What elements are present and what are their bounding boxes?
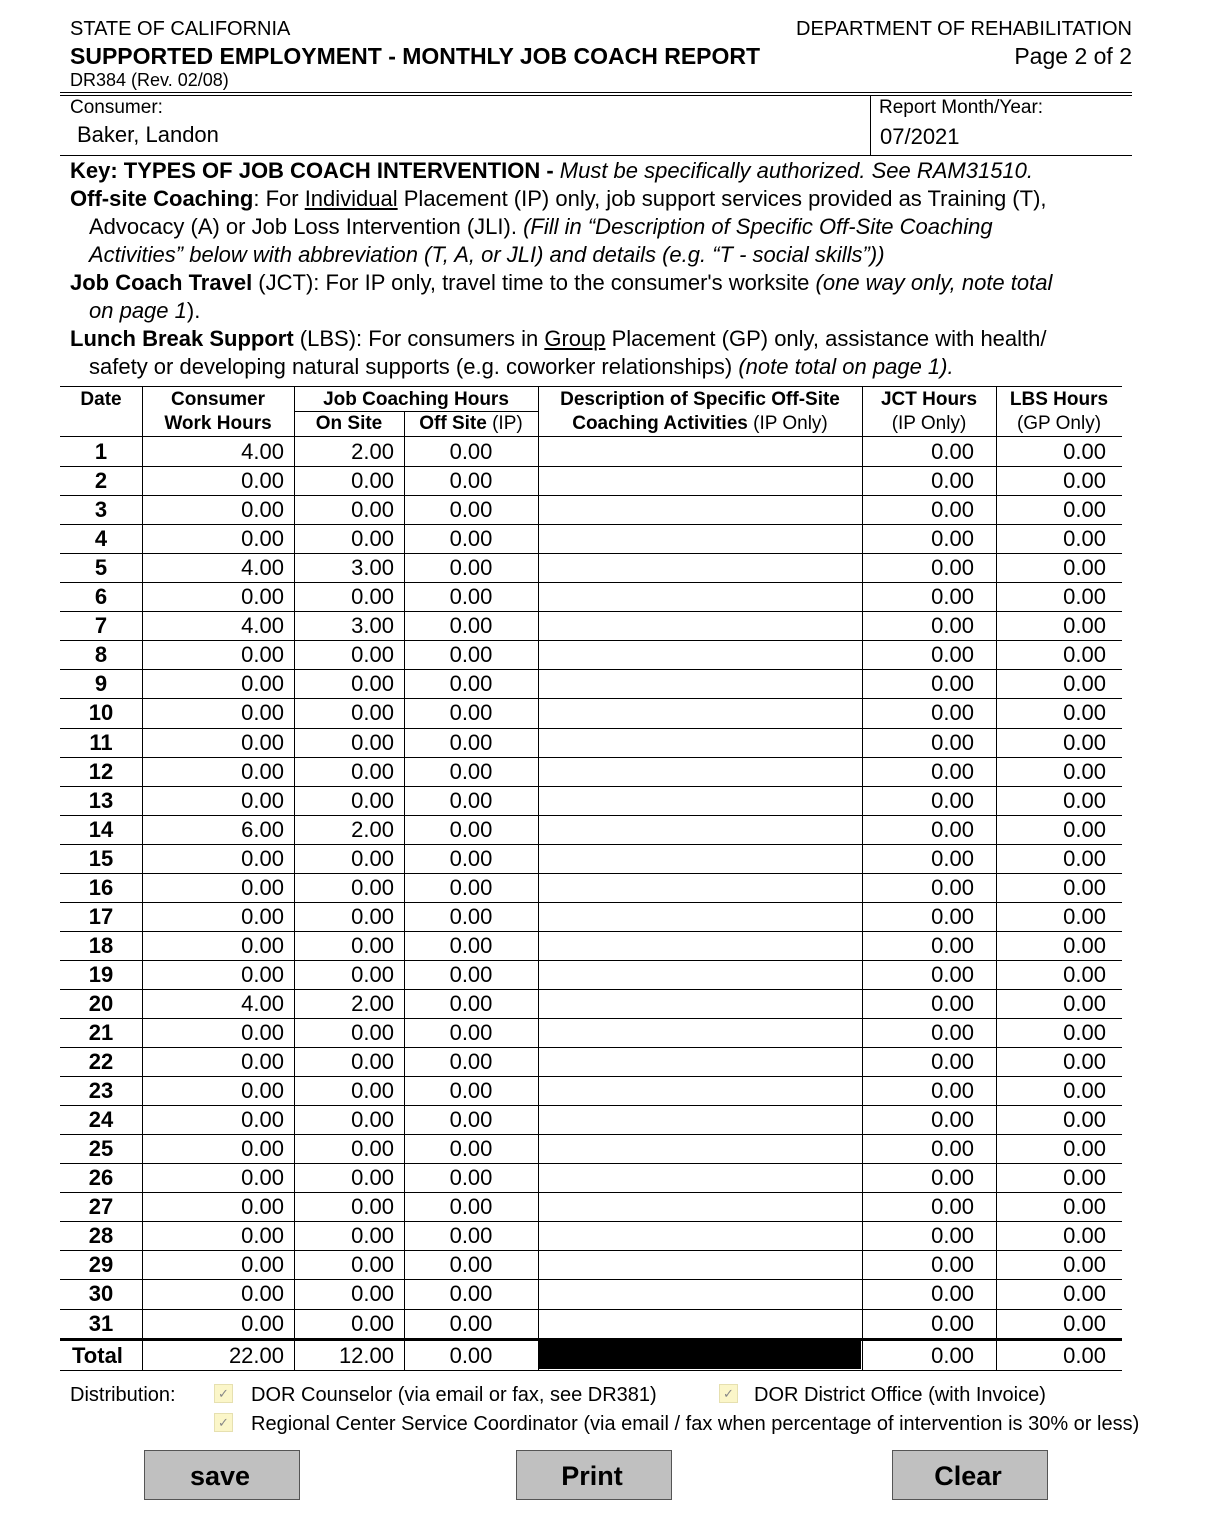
description-field[interactable] <box>540 989 860 1018</box>
off-site-field[interactable]: 0.00 <box>449 1310 493 1336</box>
on-site-field[interactable]: 0.00 <box>351 1049 394 1075</box>
jct-hours-field[interactable]: 0.00 <box>931 874 974 900</box>
jct-hours-field[interactable]: 0.00 <box>931 816 974 842</box>
jct-hours-field[interactable]: 0.00 <box>931 990 974 1016</box>
work-hours-field[interactable]: 0.00 <box>241 671 284 697</box>
description-field[interactable] <box>540 582 860 611</box>
report-month-field[interactable]: 07/2021 <box>880 124 960 149</box>
off-site-field[interactable]: 0.00 <box>449 555 493 581</box>
work-hours-field[interactable]: 0.00 <box>241 845 284 871</box>
dor-district-label: DOR District Office (with Invoice) <box>754 1384 1046 1406</box>
lbs-hours-field[interactable]: 0.00 <box>1063 990 1106 1016</box>
jct-hours-field[interactable]: 0.00 <box>931 961 974 987</box>
on-site-field[interactable]: 0.00 <box>351 787 394 813</box>
consumer-field[interactable]: Baker, Landon <box>77 122 219 147</box>
date-cell: 31 <box>88 1310 114 1336</box>
jct-hours-field[interactable]: 0.00 <box>931 1020 974 1045</box>
total-label: Total <box>72 1342 123 1368</box>
lbs-hours-field[interactable]: 0.00 <box>1063 1136 1106 1162</box>
jct-hours-field[interactable]: 0.00 <box>931 1252 974 1278</box>
date-cell: 18 <box>88 932 114 958</box>
description-field[interactable] <box>540 1076 860 1105</box>
on-site-field[interactable]: 0.00 <box>351 584 394 610</box>
lbs-hours-field[interactable]: 0.00 <box>1063 961 1106 987</box>
regional-center-label: Regional Center Service Coordinator (via email / fax when percentage of intervention is 30% or less) <box>251 1413 1140 1435</box>
date-cell: 7 <box>94 613 108 639</box>
total-on-site: 12.00 <box>338 1342 394 1368</box>
date-cell: 10 <box>88 700 114 726</box>
work-hours-field[interactable]: 0.00 <box>241 1049 284 1075</box>
header-lbs-hours: LBS Hours (GP Only) <box>1009 389 1109 434</box>
jct-hours-field[interactable]: 0.00 <box>931 729 974 755</box>
description-field[interactable] <box>540 960 860 989</box>
on-site-field[interactable]: 0.00 <box>351 526 394 552</box>
date-cell: 3 <box>94 497 108 523</box>
date-cell: 19 <box>88 961 114 987</box>
header-jct-hours: JCT Hours (IP Only) <box>880 389 978 434</box>
on-site-field[interactable]: 0.00 <box>351 1136 394 1162</box>
off-site-field[interactable]: 0.00 <box>449 903 493 929</box>
on-site-field[interactable]: 0.00 <box>351 468 394 494</box>
work-hours-field[interactable]: 0.00 <box>241 1020 284 1045</box>
lbs-hours-field[interactable]: 0.00 <box>1063 758 1106 784</box>
jct-hours-field[interactable]: 0.00 <box>931 1078 974 1104</box>
work-hours-field[interactable]: 0.00 <box>241 468 284 494</box>
on-site-field[interactable]: 0.00 <box>351 932 394 958</box>
off-site-field[interactable]: 0.00 <box>449 468 493 494</box>
print-button[interactable]: Print <box>516 1450 672 1500</box>
date-cell: 15 <box>88 845 114 871</box>
work-hours-field[interactable]: 0.00 <box>241 1194 284 1220</box>
work-hours-field[interactable]: 0.00 <box>241 758 284 784</box>
off-site-field[interactable]: 0.00 <box>449 990 493 1016</box>
lbs-hours-field[interactable]: 0.00 <box>1063 671 1106 697</box>
work-hours-field[interactable]: 0.00 <box>241 729 284 755</box>
work-hours-field[interactable]: 4.00 <box>241 555 284 581</box>
regional-center-checkbox[interactable]: ✓ <box>214 1413 233 1432</box>
date-cell: 14 <box>88 816 114 842</box>
description-field[interactable] <box>540 815 860 844</box>
on-site-field[interactable]: 0.00 <box>351 1078 394 1104</box>
jct-hours-field[interactable]: 0.00 <box>931 613 974 639</box>
off-site-field[interactable]: 0.00 <box>449 961 493 987</box>
off-site-field[interactable]: 0.00 <box>449 1223 493 1249</box>
lbs-hours-field[interactable]: 0.00 <box>1063 555 1106 581</box>
header-off-site: Off Site (IP) <box>419 413 523 434</box>
work-hours-field[interactable]: 4.00 <box>241 990 284 1016</box>
off-site-field[interactable]: 0.00 <box>449 613 493 639</box>
work-hours-field[interactable]: 0.00 <box>241 700 284 726</box>
consumer-label: Consumer: <box>70 97 163 118</box>
off-site-field[interactable]: 0.00 <box>449 1281 493 1307</box>
description-field[interactable] <box>540 553 860 582</box>
date-cell: 2 <box>94 468 108 494</box>
on-site-field[interactable]: 0.00 <box>351 671 394 697</box>
on-site-field[interactable]: 0.00 <box>351 874 394 900</box>
description-field[interactable] <box>540 931 860 960</box>
off-site-field[interactable]: 0.00 <box>449 1252 493 1278</box>
jct-hours-field[interactable]: 0.00 <box>931 1107 974 1133</box>
jct-hours-field[interactable]: 0.00 <box>931 671 974 697</box>
description-field[interactable] <box>540 786 860 815</box>
on-site-field[interactable]: 0.00 <box>351 1310 394 1336</box>
description-field[interactable] <box>540 611 860 640</box>
description-field[interactable] <box>540 1279 860 1308</box>
total-off-site: 0.00 <box>449 1342 493 1368</box>
on-site-field[interactable]: 2.00 <box>351 816 394 842</box>
description-field[interactable] <box>540 902 860 931</box>
form-id: DR384 (Rev. 02/08) <box>70 70 229 90</box>
lbs-hours-field[interactable]: 0.00 <box>1063 1194 1106 1220</box>
jct-hours-field[interactable]: 0.00 <box>931 1310 974 1336</box>
work-hours-field[interactable]: 4.00 <box>241 613 284 639</box>
jct-hours-field[interactable]: 0.00 <box>931 903 974 929</box>
off-site-field[interactable]: 0.00 <box>449 1107 493 1133</box>
description-field[interactable] <box>540 698 860 727</box>
jct-hours-field[interactable]: 0.00 <box>931 497 974 523</box>
date-cell: 30 <box>88 1281 114 1307</box>
off-site-field[interactable]: 0.00 <box>449 439 493 464</box>
total-jct-hours: 0.00 <box>931 1342 974 1368</box>
jct-hours-field[interactable]: 0.00 <box>931 787 974 813</box>
description-field[interactable] <box>540 1018 860 1047</box>
date-cell: 17 <box>88 903 114 929</box>
save-button[interactable]: save <box>144 1450 300 1500</box>
lbs-hours-field[interactable]: 0.00 <box>1063 787 1106 813</box>
jct-hours-field[interactable]: 0.00 <box>931 555 974 581</box>
off-site-field[interactable]: 0.00 <box>449 1136 493 1162</box>
date-cell: 26 <box>88 1165 114 1191</box>
description-field[interactable] <box>540 669 860 698</box>
dor-counselor-checkbox[interactable]: ✓ <box>214 1384 233 1403</box>
lbs-hours-field[interactable]: 0.00 <box>1063 700 1106 726</box>
clear-button[interactable]: Clear <box>892 1450 1048 1500</box>
work-hours-field[interactable]: 0.00 <box>241 1165 284 1191</box>
report-month-label: Report Month/Year: <box>879 97 1044 118</box>
lbs-hours-field[interactable]: 0.00 <box>1063 1310 1106 1336</box>
dor-counselor-label: DOR Counselor (via email or fax, see DR381) <box>251 1384 657 1406</box>
date-cell: 20 <box>88 990 114 1016</box>
off-site-field[interactable]: 0.00 <box>449 729 493 755</box>
work-hours-field[interactable]: 0.00 <box>241 1223 284 1249</box>
description-field[interactable] <box>540 466 860 495</box>
description-field[interactable] <box>540 1221 860 1250</box>
lbs-hours-field[interactable]: 0.00 <box>1063 903 1106 929</box>
work-hours-field[interactable]: 0.00 <box>241 1281 284 1307</box>
on-site-field[interactable]: 0.00 <box>351 903 394 929</box>
description-field[interactable] <box>540 524 860 553</box>
date-cell: 11 <box>89 729 113 755</box>
date-cell: 29 <box>88 1252 114 1278</box>
lbs-hours-field[interactable]: 0.00 <box>1063 1252 1106 1278</box>
work-hours-field[interactable]: 0.00 <box>241 497 284 523</box>
description-field[interactable] <box>540 757 860 786</box>
work-hours-field[interactable]: 0.00 <box>241 526 284 552</box>
jct-hours-field[interactable]: 0.00 <box>931 932 974 958</box>
jct-hours-field[interactable]: 0.00 <box>931 439 974 464</box>
description-field[interactable] <box>540 1309 860 1338</box>
header-consumer-work-hours: Consumer Work Hours <box>164 389 272 434</box>
lbs-hours-field[interactable]: 0.00 <box>1063 439 1106 464</box>
description-field[interactable] <box>540 437 860 466</box>
jct-hours-field[interactable]: 0.00 <box>931 1136 974 1162</box>
description-field[interactable] <box>540 1105 860 1134</box>
date-cell: 24 <box>88 1107 114 1133</box>
department-label: DEPARTMENT OF REHABILITATION <box>796 18 1132 40</box>
work-hours-field[interactable]: 0.00 <box>241 1078 284 1104</box>
description-field[interactable] <box>540 1250 860 1279</box>
jct-hours-field[interactable]: 0.00 <box>931 758 974 784</box>
jct-hours-field[interactable]: 0.00 <box>931 468 974 494</box>
off-site-field[interactable]: 0.00 <box>449 816 493 842</box>
distribution-label: Distribution: <box>70 1384 176 1406</box>
off-site-field[interactable]: 0.00 <box>449 584 493 610</box>
date-cell: 25 <box>88 1136 114 1162</box>
on-site-field[interactable]: 0.00 <box>351 1020 394 1045</box>
date-cell: 22 <box>88 1049 114 1075</box>
date-cell: 8 <box>94 642 108 668</box>
description-field[interactable] <box>540 844 860 873</box>
lbs-hours-field[interactable]: 0.00 <box>1063 932 1106 958</box>
off-site-field[interactable]: 0.00 <box>449 700 493 726</box>
on-site-field[interactable]: 0.00 <box>351 845 394 871</box>
on-site-field[interactable]: 0.00 <box>351 1252 394 1278</box>
date-cell: 5 <box>94 555 108 581</box>
lbs-hours-field[interactable]: 0.00 <box>1063 1020 1106 1045</box>
date-cell: 9 <box>94 671 108 697</box>
jct-hours-field[interactable]: 0.00 <box>931 1165 974 1191</box>
on-site-field[interactable]: 3.00 <box>351 555 394 581</box>
off-site-field[interactable]: 0.00 <box>449 1165 493 1191</box>
lbs-hours-field[interactable]: 0.00 <box>1063 845 1106 871</box>
work-hours-field[interactable]: 0.00 <box>241 874 284 900</box>
on-site-field[interactable]: 2.00 <box>351 990 394 1016</box>
on-site-field[interactable]: 0.00 <box>351 497 394 523</box>
lbs-hours-field[interactable]: 0.00 <box>1063 613 1106 639</box>
off-site-field[interactable]: 0.00 <box>449 642 493 668</box>
off-site-field[interactable]: 0.00 <box>449 526 493 552</box>
description-field[interactable] <box>540 1192 860 1221</box>
lbs-hours-field[interactable]: 0.00 <box>1063 584 1106 610</box>
work-hours-field[interactable]: 6.00 <box>241 816 284 842</box>
lbs-hours-field[interactable]: 0.00 <box>1063 874 1106 900</box>
description-field[interactable] <box>540 873 860 902</box>
jct-hours-field[interactable]: 0.00 <box>931 1223 974 1249</box>
on-site-field[interactable]: 0.00 <box>351 1281 394 1307</box>
off-site-field[interactable]: 0.00 <box>449 758 493 784</box>
description-field[interactable] <box>540 728 860 757</box>
lbs-hours-field[interactable]: 0.00 <box>1063 526 1106 552</box>
off-site-field[interactable]: 0.00 <box>449 932 493 958</box>
work-hours-field[interactable]: 0.00 <box>241 961 284 987</box>
on-site-field[interactable]: 0.00 <box>351 729 394 755</box>
description-field[interactable] <box>540 1047 860 1076</box>
work-hours-field[interactable]: 0.00 <box>241 584 284 610</box>
off-site-field[interactable]: 0.00 <box>449 671 493 697</box>
off-site-field[interactable]: 0.00 <box>449 1194 493 1220</box>
on-site-field[interactable]: 2.00 <box>351 439 394 464</box>
lbs-hours-field[interactable]: 0.00 <box>1063 729 1106 755</box>
description-field[interactable] <box>540 1134 860 1163</box>
work-hours-field[interactable]: 0.00 <box>241 1136 284 1162</box>
off-site-field[interactable]: 0.00 <box>449 1078 493 1104</box>
jct-hours-field[interactable]: 0.00 <box>931 1049 974 1075</box>
lbs-hours-field[interactable]: 0.00 <box>1063 1049 1106 1075</box>
key-heading: Key: TYPES OF JOB COACH INTERVENTION - <box>70 158 554 183</box>
work-hours-field[interactable]: 0.00 <box>241 1107 284 1133</box>
work-hours-field[interactable]: 0.00 <box>241 787 284 813</box>
on-site-field[interactable]: 0.00 <box>351 1107 394 1133</box>
header-date: Date <box>80 389 122 410</box>
on-site-field[interactable]: 0.00 <box>351 642 394 668</box>
jct-hours-field[interactable]: 0.00 <box>931 845 974 871</box>
header-job-coaching-hours: Job Coaching Hours <box>323 389 509 410</box>
work-hours-field[interactable]: 0.00 <box>241 932 284 958</box>
work-hours-field[interactable]: 0.00 <box>241 642 284 668</box>
total-lbs-hours: 0.00 <box>1063 1342 1106 1368</box>
date-cell: 27 <box>88 1194 114 1220</box>
lbs-hours-field[interactable]: 0.00 <box>1063 1078 1106 1104</box>
state-label: STATE OF CALIFORNIA <box>70 18 291 40</box>
lbs-hours-field[interactable]: 0.00 <box>1063 468 1106 494</box>
jct-hours-field[interactable]: 0.00 <box>931 526 974 552</box>
off-site-field[interactable]: 0.00 <box>449 497 493 523</box>
date-cell: 21 <box>88 1020 114 1045</box>
off-site-field[interactable]: 0.00 <box>449 787 493 813</box>
key-section: Key: TYPES OF JOB COACH INTERVENTION - Must be specifically authorized. See RAM31510. Off-site Coaching: For Individual Placement (IP) only, job support services provided as Training (T), Advocacy (A) or Job Loss Intervention (JLI). (Fill in “Description of Specific Off-Site Coaching Activities” below with abbreviation (T, A, or JLI) and details (e.g. “T - social skills”)) Job Coach Travel (JCT): For IP only, travel time to the consumer's worksite (one way only, note total on page 1). Lunch Break Support (LBS): For consumers in Group Placement (GP) only, assistance with health/ safety or developing natural supports (e.g. coworker relationships) (note total on page 1). <box>70 158 1053 379</box>
date-cell: 12 <box>88 758 114 784</box>
page-number: Page 2 of 2 <box>1014 43 1132 69</box>
lbs-hours-field[interactable]: 0.00 <box>1063 1107 1106 1133</box>
on-site-field[interactable]: 3.00 <box>351 613 394 639</box>
off-site-field[interactable]: 0.00 <box>449 1049 493 1075</box>
header-description: Description of Specific Off-Site Coaching Activities (IP Only) <box>560 389 840 434</box>
header-on-site: On Site <box>315 413 383 434</box>
date-cell: 4 <box>94 526 108 552</box>
on-site-field[interactable]: 0.00 <box>351 700 394 726</box>
jct-hours-field[interactable]: 0.00 <box>931 700 974 726</box>
work-hours-field[interactable]: 4.00 <box>241 439 284 464</box>
work-hours-field[interactable]: 0.00 <box>241 1252 284 1278</box>
lbs-hours-field[interactable]: 0.00 <box>1063 1165 1106 1191</box>
date-cell: 23 <box>88 1078 114 1104</box>
off-site-field[interactable]: 0.00 <box>449 845 493 871</box>
lbs-hours-field[interactable]: 0.00 <box>1063 642 1106 668</box>
dor-district-checkbox[interactable]: ✓ <box>719 1384 738 1403</box>
off-site-field[interactable]: 0.00 <box>449 1020 493 1045</box>
jct-hours-field[interactable]: 0.00 <box>931 584 974 610</box>
date-cell: 16 <box>88 874 114 900</box>
jct-hours-field[interactable]: 0.00 <box>931 642 974 668</box>
date-cell: 6 <box>94 584 108 610</box>
on-site-field[interactable]: 0.00 <box>351 1223 394 1249</box>
total-work-hours: 22.00 <box>228 1342 284 1368</box>
description-field[interactable] <box>540 1163 860 1192</box>
work-hours-field[interactable]: 0.00 <box>241 903 284 929</box>
lbs-hours-field[interactable]: 0.00 <box>1063 1281 1106 1307</box>
off-site-field[interactable]: 0.00 <box>449 874 493 900</box>
jct-hours-field[interactable]: 0.00 <box>931 1194 974 1220</box>
jct-hours-field[interactable]: 0.00 <box>931 1281 974 1307</box>
lbs-hours-field[interactable]: 0.00 <box>1063 1223 1106 1249</box>
work-hours-field[interactable]: 0.00 <box>241 1310 284 1336</box>
on-site-field[interactable]: 0.00 <box>351 1165 394 1191</box>
total-description-blocked <box>539 1341 861 1369</box>
page-title: SUPPORTED EMPLOYMENT - MONTHLY JOB COACH REPORT <box>70 43 761 69</box>
lbs-hours-field[interactable]: 0.00 <box>1063 497 1106 523</box>
date-cell: 28 <box>88 1223 114 1249</box>
date-cell: 13 <box>88 787 114 813</box>
on-site-field[interactable]: 0.00 <box>351 758 394 784</box>
on-site-field[interactable]: 0.00 <box>351 1194 394 1220</box>
description-field[interactable] <box>540 640 860 669</box>
on-site-field[interactable]: 0.00 <box>351 961 394 987</box>
lbs-hours-field[interactable]: 0.00 <box>1063 816 1106 842</box>
date-cell: 1 <box>94 439 108 464</box>
description-field[interactable] <box>540 495 860 524</box>
